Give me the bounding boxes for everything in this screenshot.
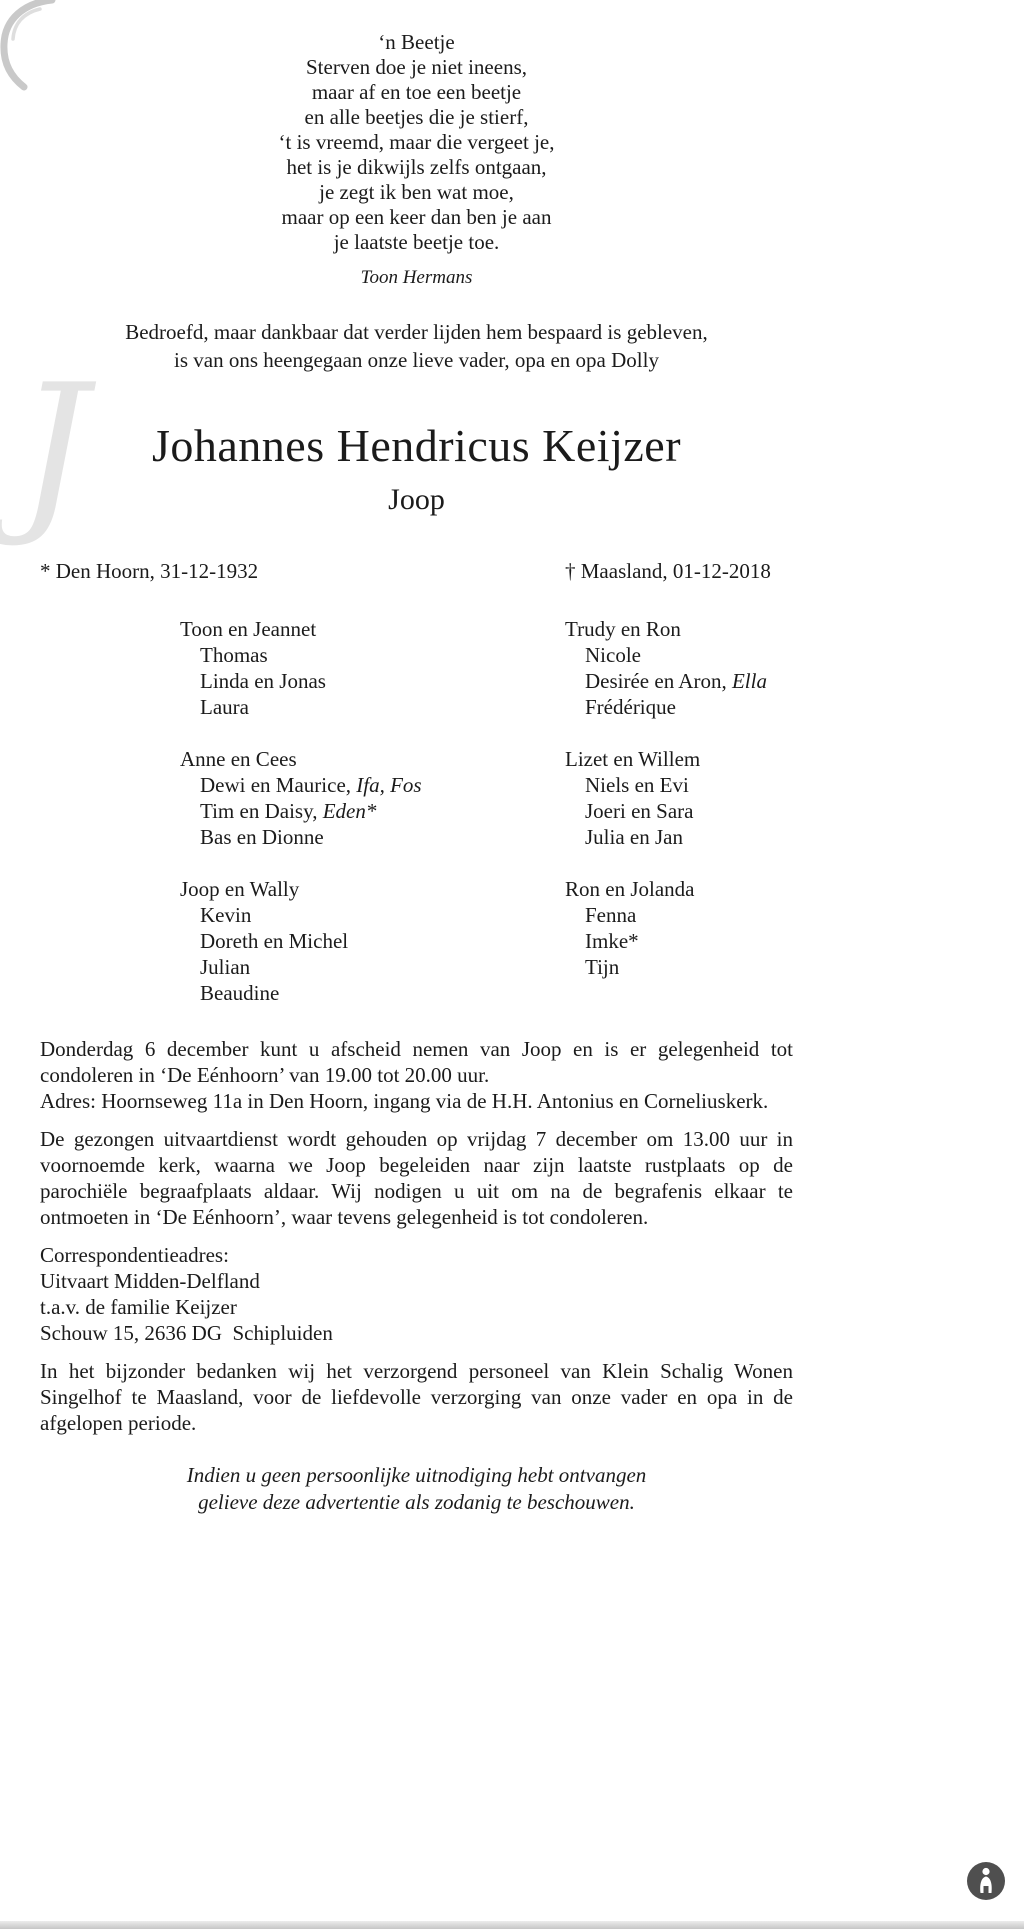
poem-attribution: Toon Hermans (360, 267, 473, 288)
family-group-head: Ron en Jolanda (565, 876, 695, 901)
correspondence-label: Correspondentieadres: (40, 1242, 229, 1267)
obituary-content (18, 0, 793, 1516)
poem-line: ‘t is vreemd, maar die vergeet je, (278, 130, 555, 154)
correspondence-line: Schouw 15, 2636 DG Schipluiden (40, 1320, 333, 1345)
family-group (180, 616, 565, 720)
poem (40, 0, 793, 290)
family-group-head: Lizet en Willem (565, 746, 701, 771)
family-member: Laura (200, 694, 249, 719)
correspondence-address (40, 1242, 793, 1346)
family-member: Dewi en Maurice, Ifa, Fos (200, 772, 422, 797)
family-member: Linda en Jonas (200, 668, 326, 693)
closing-line: gelieve deze advertentie als zodanig te beschouwen. (198, 1489, 635, 1514)
family-member: Joeri en Sara (585, 798, 694, 823)
birth-date: * Den Hoorn, 31-12-1932 (40, 558, 259, 583)
family-member: Fenna (585, 902, 637, 927)
intro-line: Bedroefd, maar dankbaar dat verder lijden hem bespaard is gebleven, (125, 320, 708, 344)
pallbearer-figure-icon (966, 1861, 1006, 1901)
family-member: Kevin (200, 902, 252, 927)
family-member: Julia en Jan (585, 824, 683, 849)
announcements (40, 1036, 793, 1516)
family-member: Nicole (585, 642, 641, 667)
poem-line: je laatste beetje toe. (333, 230, 500, 254)
family-group (565, 876, 793, 980)
family-member: Niels en Evi (585, 772, 689, 797)
family-group (180, 746, 565, 850)
poem-title: ‘n Beetje (378, 30, 455, 54)
family-group (565, 746, 793, 850)
poem-line: maar af en toe een beetje (311, 80, 522, 104)
page-bottom-edge (0, 1921, 1024, 1929)
family-member: Julian (200, 954, 251, 979)
deceased-nickname: Joop (388, 482, 445, 516)
family-group-head: Anne en Cees (180, 746, 297, 771)
family-member: Desirée en Aron, Ella (585, 668, 767, 693)
family-group-head: Joop en Wally (180, 876, 300, 901)
poem-line: Sterven doe je niet ineens, (305, 55, 527, 79)
closing-line: Indien u geen persoonlijke uitnodiging hebt ontvangen (186, 1462, 647, 1487)
family-member: Frédérique (585, 694, 676, 719)
family-member: Beaudine (200, 980, 280, 1005)
corner-flourish-decoration (0, 0, 58, 92)
family-member: Tijn (585, 954, 620, 979)
funeral-home-logo (966, 1861, 1006, 1901)
family-group-head: Toon en Jeannet (180, 616, 317, 641)
correspondence-line: t.a.v. de familie Keijzer (40, 1294, 237, 1319)
life-dates (40, 559, 793, 584)
poem-line: het is je dikwijls zelfs ontgaan, (286, 155, 547, 179)
family-columns (40, 616, 793, 1006)
deceased-name: Johannes Hendricus Keijzer (151, 420, 682, 471)
death-date: † Maasland, 01-12-2018 (565, 558, 771, 583)
family-member: Imke* (585, 928, 639, 953)
poem-line: en alle beetjes die je stierf, (304, 105, 529, 129)
closing-note (40, 1462, 793, 1516)
visitation-address-paragraph: Adres: Hoornseweg 11a in Den Hoorn, ingang via de H.H. Antonius en Corneliuskerk. (40, 1088, 769, 1113)
service-paragraph: De gezongen uitvaartdienst wordt gehouden op vrijdag 7 december om 13.00 uur in voornoemde kerk, waarna we Joop begeleiden naar zijn laatste rustplaats op de parochiële begraafplaats aldaar. Wij nodigen u uit om na de begrafenis elkaar te ontmoeten in ‘De Eénhoorn’, waar tevens gelegenheid is tot condoleren. (40, 1126, 793, 1229)
intro-line: is van ons heengegaan onze lieve vader, opa en opa Dolly (174, 348, 659, 372)
visitation-paragraph: Donderdag 6 december kunt u afscheid nemen van Joop en is er gelegenheid tot condoleren in ‘De Eénhoorn’ van 19.00 tot 20.00 uur. (40, 1036, 793, 1087)
decorative-initial-letter: J (18, 348, 89, 551)
family-member: Thomas (200, 642, 268, 667)
poem-line: je zegt ik ben wat moe, (319, 180, 514, 204)
announcement-intro (40, 318, 793, 374)
thanks-paragraph: In het bijzonder bedanken wij het verzorgend personeel van Klein Schalig Wonen Singelhof te Maasland, voor de liefdevolle verzorging van onze vader en opa in de afgelopen periode. (40, 1358, 793, 1435)
family-group-head: Trudy en Ron (565, 616, 681, 641)
poem-line: maar op een keer dan ben je aan (281, 205, 552, 229)
family-member: Doreth en Michel (200, 928, 349, 953)
family-column-left (180, 616, 565, 1006)
family-column-right (565, 616, 793, 1006)
family-group (565, 616, 793, 720)
family-group (180, 876, 565, 1006)
correspondence-line: Uitvaart Midden-Delfland (40, 1268, 260, 1293)
family-member: Bas en Dionne (200, 824, 324, 849)
family-member: Tim en Daisy, Eden* (200, 798, 377, 823)
